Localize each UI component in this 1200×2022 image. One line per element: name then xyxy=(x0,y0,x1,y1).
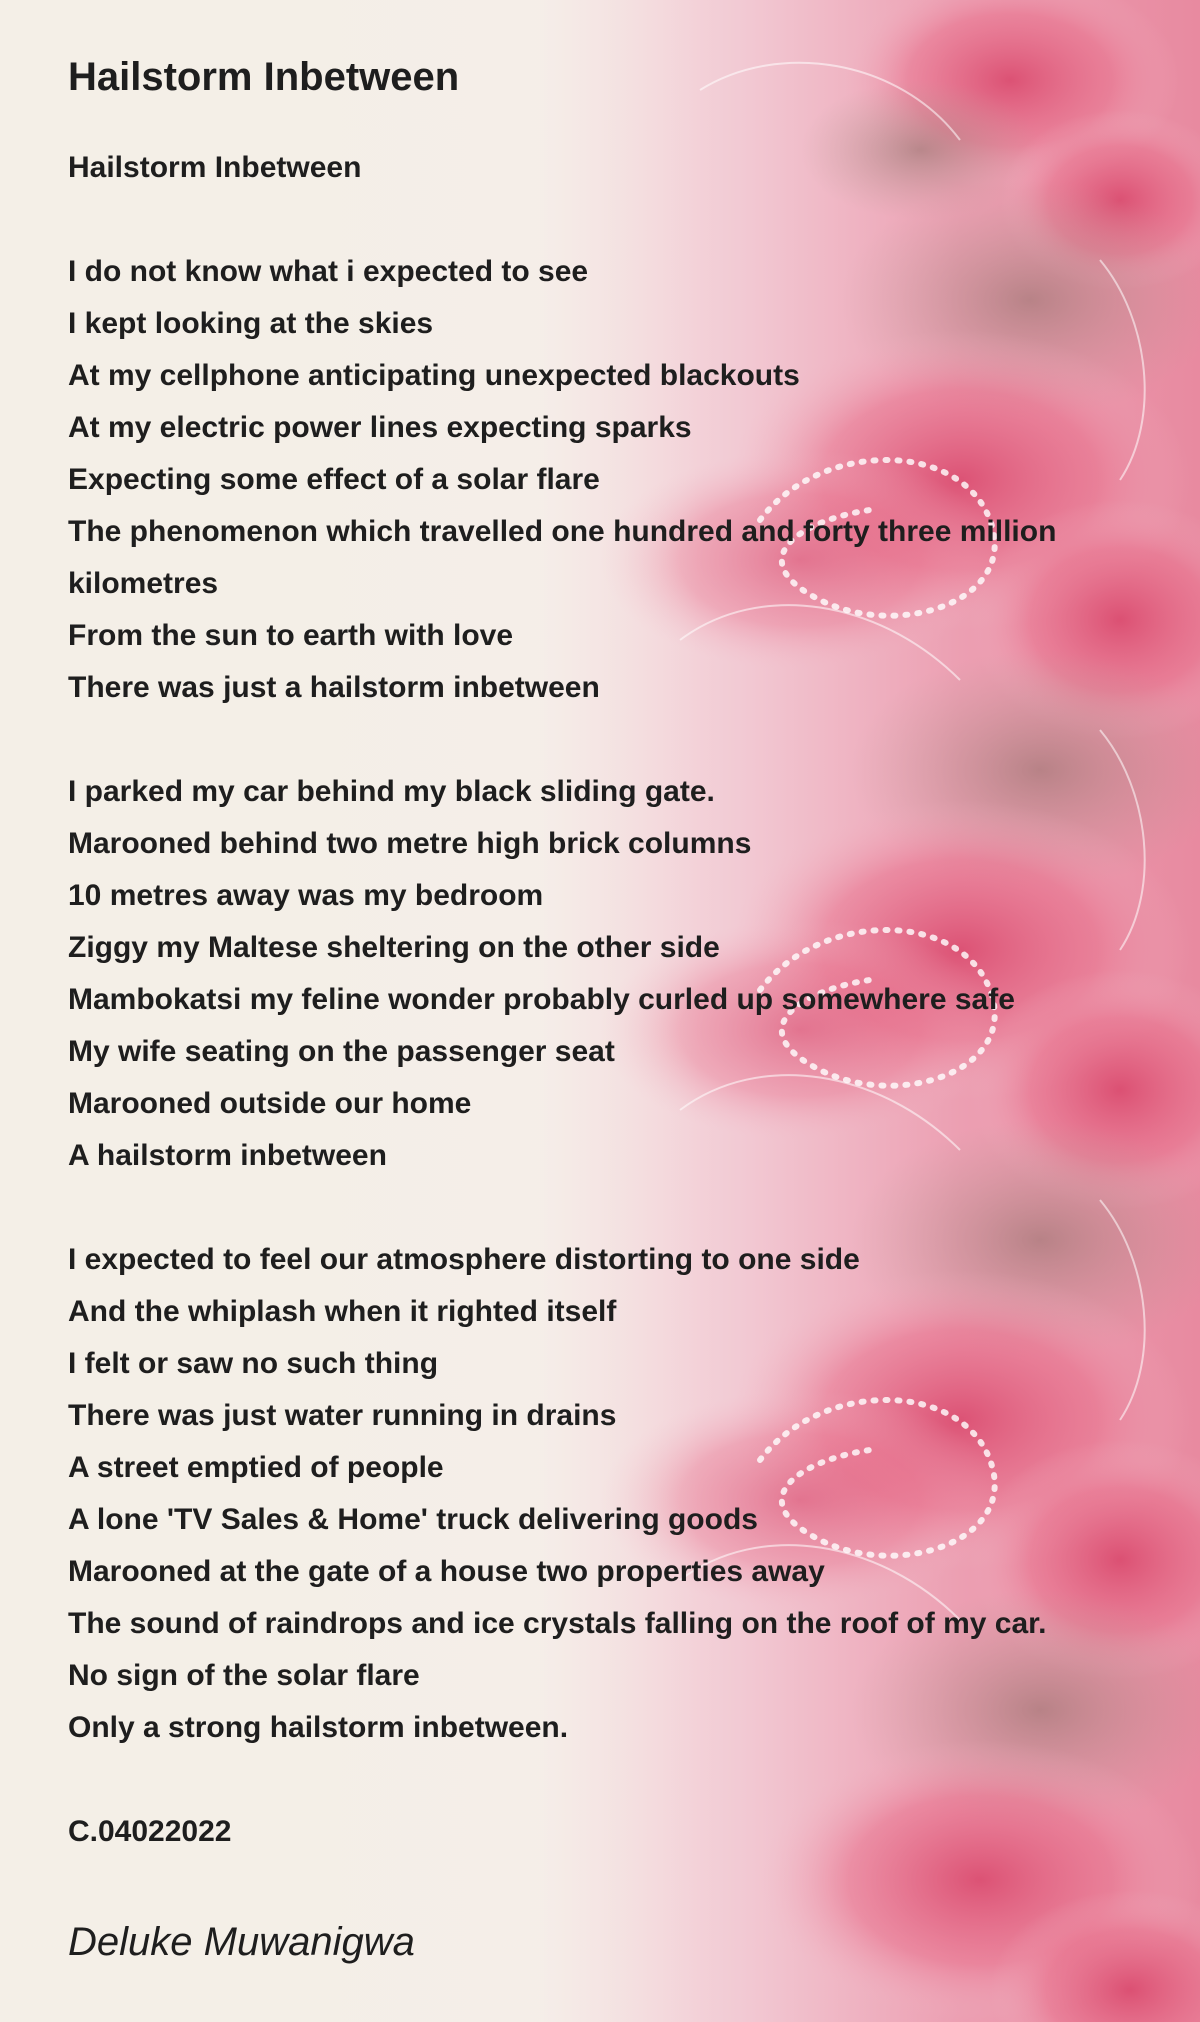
stanza-gap xyxy=(68,194,1178,246)
poem-line: I parked my car behind my black sliding gate. xyxy=(68,775,715,808)
stanza-2 xyxy=(68,766,1178,1182)
poem-line: Mambokatsi my feline wonder probably curled up somewhere safe xyxy=(68,983,1015,1016)
poem-line: Marooned at the gate of a house two properties away xyxy=(68,1555,825,1588)
poem-container xyxy=(68,44,1178,1858)
poem-line: The phenomenon which travelled one hundred and forty three million kilometres xyxy=(68,515,1057,600)
poem-line: A lone 'TV Sales & Home' truck delivering goods xyxy=(68,1503,758,1536)
poem-line: And the whiplash when it righted itself xyxy=(68,1295,617,1328)
poem-line: A street emptied of people xyxy=(68,1451,444,1484)
poem-line: Marooned outside our home xyxy=(68,1087,472,1120)
stanza-1 xyxy=(68,246,1178,714)
poem-date: C.04022022 xyxy=(68,1815,232,1848)
poem-line: At my electric power lines expecting sparks xyxy=(68,411,692,444)
poem-line: There was just a hailstorm inbetween xyxy=(68,671,600,704)
poem-line: Marooned behind two metre high brick columns xyxy=(68,827,752,860)
stanza-gap xyxy=(68,1754,1178,1806)
poem-line: From the sun to earth with love xyxy=(68,619,514,652)
stanza-3 xyxy=(68,1234,1178,1754)
poem-line: At my cellphone anticipating unexpected blackouts xyxy=(68,359,800,392)
stanza-gap xyxy=(68,1182,1178,1234)
poem-line: No sign of the solar flare xyxy=(68,1659,420,1692)
author-signature: Deluke Muwanigwa xyxy=(68,1920,415,1964)
poem-line: A hailstorm inbetween xyxy=(68,1139,387,1172)
poem-line: I expected to feel our atmosphere distorting to one side xyxy=(68,1243,860,1276)
poem-line: Ziggy my Maltese sheltering on the other side xyxy=(68,931,720,964)
poem-line: I kept looking at the skies xyxy=(68,307,434,340)
poem-title: Hailstorm Inbetween xyxy=(68,55,460,99)
poem-line: 10 metres away was my bedroom xyxy=(68,879,544,912)
poem-line: Only a strong hailstorm inbetween. xyxy=(68,1711,569,1744)
poem-line: I felt or saw no such thing xyxy=(68,1347,439,1380)
poem-line: Expecting some effect of a solar flare xyxy=(68,463,600,496)
poem-line: The sound of raindrops and ice crystals falling on the roof of my car. xyxy=(68,1607,1047,1640)
poem-line: I do not know what i expected to see xyxy=(68,255,589,288)
poem-subtitle: Hailstorm Inbetween xyxy=(68,151,362,184)
poem-line: There was just water running in drains xyxy=(68,1399,617,1432)
title-spacer xyxy=(68,110,1178,142)
stanza-gap xyxy=(68,714,1178,766)
poem-line: My wife seating on the passenger seat xyxy=(68,1035,615,1068)
